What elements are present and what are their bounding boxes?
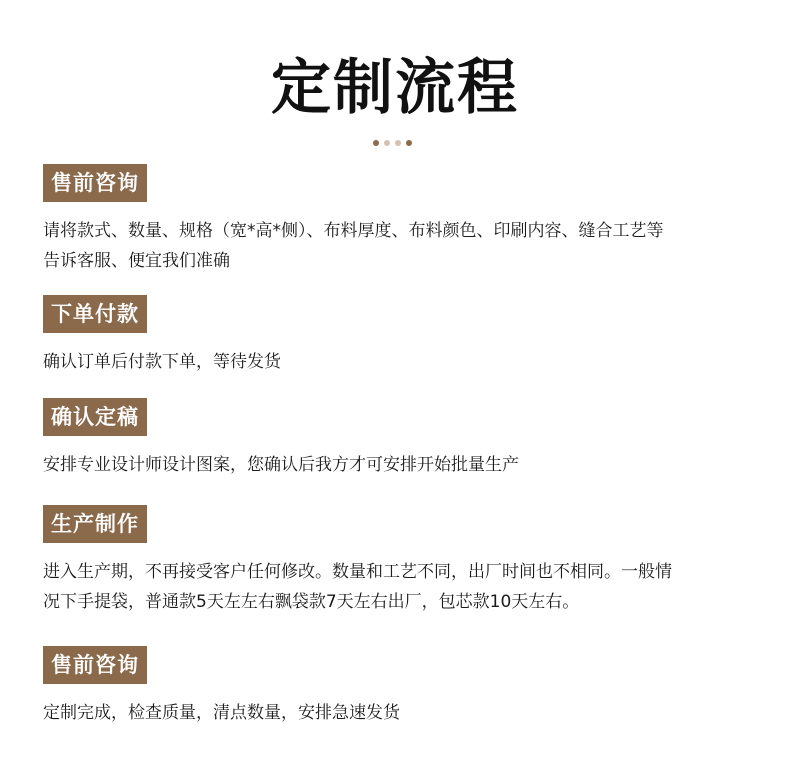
dot-3 [395, 140, 401, 146]
decorative-dots [373, 140, 412, 146]
step-description-line: 况下手提袋，普通款5天左左右飘袋款7天左右出厂，包芯款10天左右。 [43, 592, 580, 612]
step-order-payment [43, 295, 760, 377]
step-description [43, 450, 760, 480]
dot-4 [406, 140, 412, 146]
step-description-line: 确认订单后付款下单，等待发货 [43, 352, 281, 372]
step-presale-consult [43, 164, 760, 276]
step-description [43, 347, 760, 377]
step-tag: 生产制作 [43, 505, 147, 543]
step-tag: 下单付款 [43, 295, 147, 333]
step-confirm-design [43, 398, 760, 480]
step-description-line: 定制完成，检查质量，清点数量，安排急速发货 [43, 703, 400, 723]
step-description [43, 698, 760, 728]
step-tag: 售前咨询 [43, 646, 147, 684]
dot-2 [384, 140, 390, 146]
page-title: 定制流程 [271, 53, 519, 123]
step-production [43, 505, 760, 617]
step-tag: 售前咨询 [43, 164, 147, 202]
dot-1 [373, 140, 379, 146]
step-description [43, 216, 760, 276]
step-description-line: 进入生产期，不再接受客户任何修改。数量和工艺不同，出厂时间也不相同。一般情 [43, 562, 672, 582]
step-description-line: 告诉客服、便宜我们准确 [43, 251, 230, 271]
step-description-line: 请将款式、数量、规格（宽*高*侧）、布料厚度、布料颜色、印刷内容、缝合工艺等 [43, 221, 664, 241]
step-description [43, 557, 760, 617]
step-tag: 确认定稿 [43, 398, 147, 436]
step-delivery [43, 646, 760, 728]
step-description-line: 安排专业设计师设计图案，您确认后我方才可安排开始批量生产 [43, 455, 519, 475]
